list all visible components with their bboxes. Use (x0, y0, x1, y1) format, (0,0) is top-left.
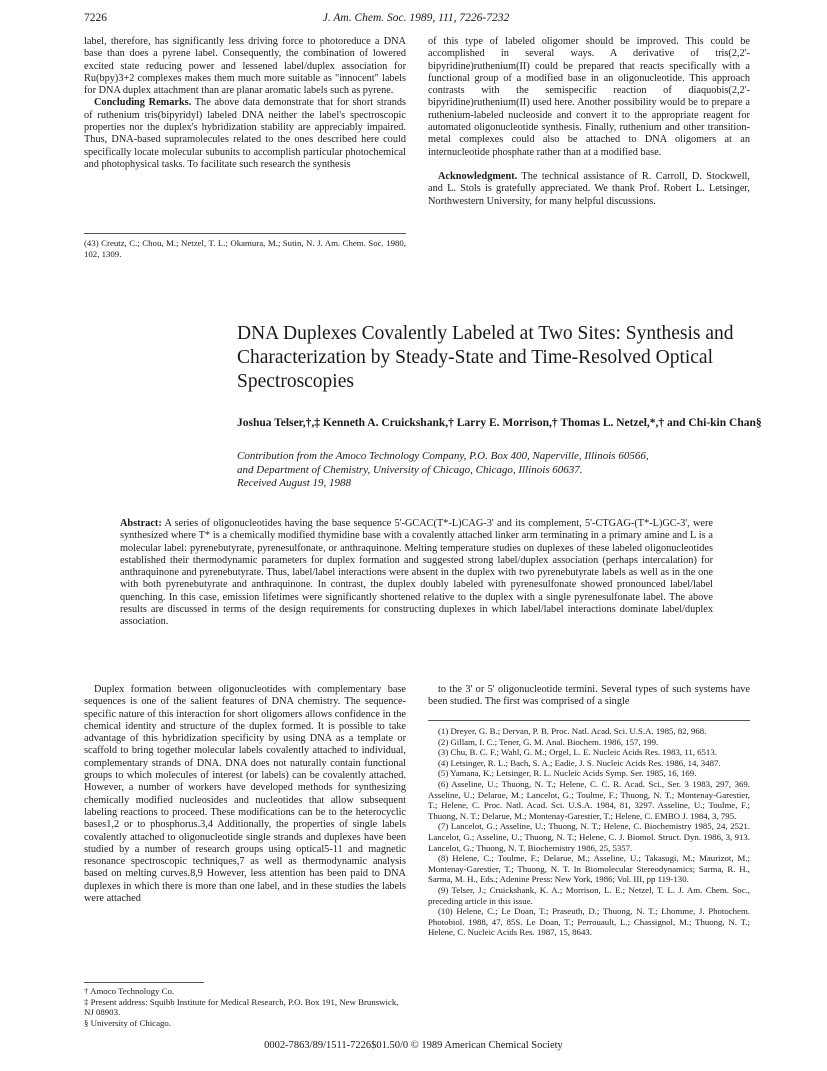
paragraph: The technical assistance of R. Carroll, D. Stockwell, and L. Stols is gratefully appreciated. We thank Prof. Robert L. Letsinger, Northwestern University, for many helpful discussions. (428, 170, 750, 207)
top-right-column (428, 36, 750, 208)
footnote: § University of Chicago. (84, 1017, 171, 1028)
paragraph: The above data demonstrate that for short strands of ruthenium tris(bipyridyl) labeled DNA neither the label's spectroscopic properties nor the duplex's hybridization stability are appreciably impaired. Thus, DNA-based supramolecules related to the ones described here could specifically locate molecular subunits to accomplish particular photochemical and photophysical tasks. To facilitate such research the synthesis (84, 97, 406, 170)
reference: (7) Lancelot, G.; Asseline, U.; Thuong, N. T.; Helene, C. Biochemistry 1985, 24, 2521. Lancelot, G.; Asseline, U.; Thuong, N. T.; Helene, C. J. Biomol. Struct. Dyn. 1986, 3, 913. Lancelot, G.; Thuong, N. T. Biochemistry 1986, 25, 5357. (428, 821, 750, 853)
reference: (5) Yamana, K.; Letsinger, R. L. Nucleic Acids Symp. Ser. 1985, 16, 169. (438, 768, 697, 779)
article-title: DNA Duplexes Covalently Labeled at Two Sites: Synthesis and Characterization by Steady-State and Time-Resolved Optical Spectroscopies (237, 323, 734, 392)
footnote: ‡ Present address: Squibb Institute for Medical Research, P.O. Box 191, New Brunswick, NJ 08903. (84, 996, 399, 1018)
abstract-label: Abstract: (120, 518, 162, 529)
body-left-column: Duplex formation between oligonucleotides with complementary base sequences is one of the salient features of DNA chemistry. The sequence-specific nature of this interaction for short oligomers allows confidence in the chemical identity and structure of the duplex formed. It is possible to take advantage of this hybridization specificity by using DNA as a template or scaffold to bring together molecular labels covalently attached to individual, complementary strands of DNA. DNA does not naturally contain functional groups to which molecules of interest (or labels) can be covalently attached. However, a number of workers have developed methods for synthesizing chemically modified nucleosides and nucleotides that allow subsequent labeling reactions to proceed. These modifications can be to the heterocyclic bases1,2 or to phosphorus.3,4 Additionally, the properties of single labels covalently attached to oligonucleotide single strands and duplexes have been studied by a number of research groups using optical5-11 and magnetic resonance spectroscopic techniques,7 as well as thermodynamic analysis based on melting curves.8,9 However, less attention has been paid to DNA duplexes in which there is more than one label, and in these studies the labels were attached (84, 684, 406, 905)
journal-citation: J. Am. Chem. Soc. 1989, 111, 7226-7232 (322, 12, 510, 24)
divider (428, 720, 750, 721)
divider (84, 233, 406, 234)
reference: (1) Dreyer, G. B.; Dervan, P. B. Proc. Natl. Acad. Sci. U.S.A. 1985, 82, 968. (438, 726, 707, 736)
reference: (8) Helene, C.; Toulme, F.; Delarue, M.; Asseline, U.; Takasugi, M.; Maurizot, M.; Montenay-Garestier, T.; Thuong, N. T. In Biomolecular Stereodynamics; Sarma, R. H., Sarma, M. H., Eds.; Adenine Press: New York, 1986; Vol. III, pp 119-130. (428, 853, 750, 885)
section-heading: Acknowledgment. (438, 170, 518, 182)
top-left-column (84, 36, 406, 171)
received-date: Received August 19, 1988 (237, 477, 352, 489)
paragraph: of this type of labeled oligomer should be improved. This could be accomplished in several ways. A derivative of tris(2,2'-bipyridine)ruthenium(II) could be prepared that reacts specifically with a functional group of a modified base in an oligonucleotide. This approach contrasts with the semispecific reaction of diaquobis(2,2'-bipyridine)ruthenium(II) used here. Another possibility would be to prepare a ruthenium-labeled nucleoside and convert it to the appropriate reagent for automated oligonucleotide synthesis. Finally, ruthenium and other transition-metal complexes could also be attached to DNA oligomers at an internucleotide phosphate rather than at a modified base. (428, 36, 750, 158)
body-right-column: to the 3' or 5' oligonucleotide termini. Several types of such systems have been studied. The first was comprised of a single (428, 684, 750, 708)
paragraph: label, therefore, has significantly less driving force to photoreduce a DNA base than does a pyrene label. Consequently, the combination of lowered excited state reducing power and lessened label/duplex association for Ru(bpy)3+2 complexes makes them much more suitable as "innocent" labels for DNA duplex attachment than are planar aromatic labels such as pyrene. (84, 36, 406, 97)
divider (84, 982, 204, 983)
reference: (4) Letsinger, R. L.; Bach, S. A.; Eadie, J. S. Nucleic Acids Res. 1986, 14, 3487. (438, 757, 721, 768)
running-header (84, 12, 748, 26)
page-number: 7226 (84, 12, 107, 24)
affiliation-line: Contribution from the Amoco Technology Company, P.O. Box 400, Naperville, Illinois 60566, (237, 450, 649, 462)
footnote: (43) Creutz, C.; Chou, M.; Netzel, T. L.; Okamura, M.; Sutin, N. J. Am. Chem. Soc. 1980, 102, 1309. (84, 238, 406, 259)
footnote: † Amoco Technology Co. (84, 986, 175, 996)
reference: (9) Telser, J.; Cruickshank, K. A.; Morrison, L. E.; Netzel, T. L. J. Am. Chem. Soc., preceding article in this issue. (428, 884, 750, 906)
affiliation-line: and Department of Chemistry, University of Chicago, Chicago, Illinois 60637. (237, 463, 583, 476)
affiliation (237, 450, 777, 491)
copyright-footer: 0002-7863/89/1511-7226$01.50/0 © 1989 American Chemical Society (264, 1040, 563, 1051)
abstract (120, 518, 713, 629)
section-heading: Concluding Remarks. (94, 97, 192, 109)
reference: (2) Gillam, I. C.; Tener, G. M. Anal. Biochem. 1986, 157, 199. (438, 736, 659, 747)
reference: (10) Helene, C.; Le Doan, T.; Praseuth, D.; Thuong, N. T.; Lhomme, J. Photochem. Photobiol. 1988, 47, 85S. Le Doan, T.; Perrouault, L.; Chassignol, M.; Thuong, N. T.; Helene, C. Nucleic Acids Res. 1987, 15, 8643. (428, 906, 750, 938)
author-list: Joshua Telser,†,‡ Kenneth A. Cruickshank,† Larry E. Morrison,† Thomas L. Netzel,*,† and Chi-kin Chan§ (237, 417, 762, 429)
author-footnotes (84, 986, 406, 1028)
reference: (3) Chu, B. C. F.; Wahl, G. M.; Orgel, L. E. Nucleic Acids Res. 1983, 11, 6513. (438, 747, 717, 758)
abstract-text: A series of oligonucleotides having the base sequence 5'-GCAC(T*-L)CAG-3' and its complement, 5'-CTGAG-(T*-L)GC-3', were synthesized where T* is a chemically modified thymidine base with a covalently attached linker arm terminating in a primary amine and L is a molecular label: pyrenebutyrate, pyrenesulfonate, or anthraquinone. Melting temperature studies on duplexes of these labeled oligonucleotides established their thermodynamic parameters for duplex formation and suggested strong label/duplex association (perhaps intercalation) for anthraquinone and pyrenebutyrate. Thus, label/label interactions were absent in the duplex with two pyrenebutyrate labels as well as in the one with both pyrenebutyrate and anthraquinone. In contrast, the duplex doubly labeled with pyrenesulfonate showed pronounced label/label quenching. In this case, emission lifetimes were significantly shortened relative to the duplex with a single pyrenesulfonate label. The above results are discussed in terms of the design requirements for constructing duplexes in which label/label interactions dominate label/duplex association. (120, 518, 713, 628)
reference: (6) Asseline, U.; Thuong, N. T.; Helene, C. C. R. Acad. Sci., Ser. 3 1983, 297, 369. Asseline, U.; Delarue, M.; Lancelot, G.; Toulme, F.; Thuong, N. T.; Montenay-Garestier, T.; Helene, C. Proc. Natl. Acad. Sci. U.S.A. 1984, 81, 3297. Asseline, U.; Toulme, F.; Thuong, N. T.; Delarue, M.; Montenay-Garestier, T.; Helene, C. EMBO J. 1984, 3, 795. (428, 778, 750, 821)
reference-list (428, 726, 750, 938)
